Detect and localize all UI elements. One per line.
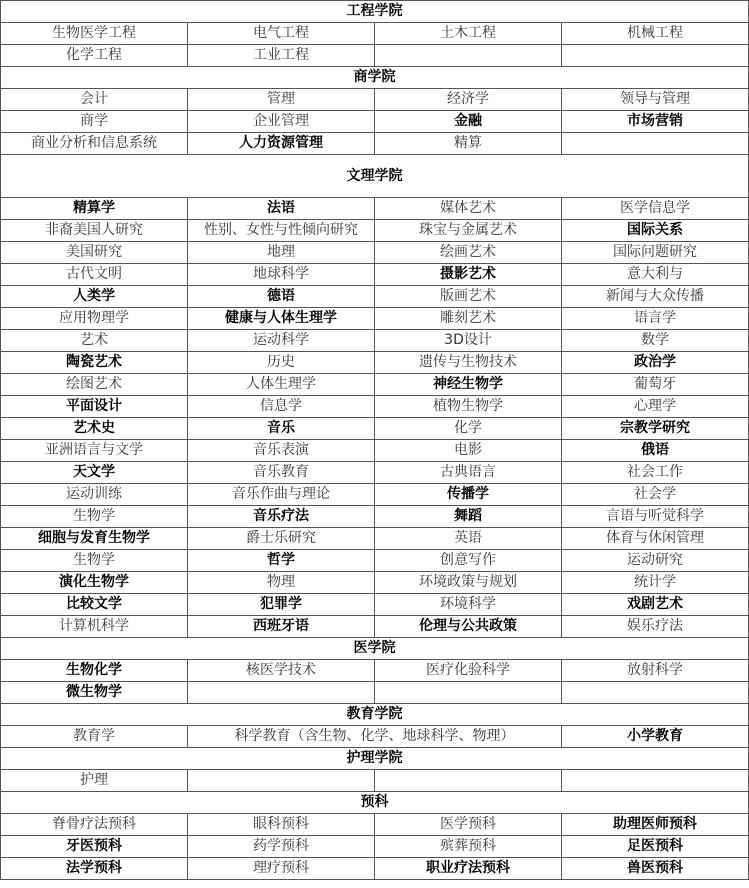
major-cell: 比较文学 <box>1 594 188 616</box>
major-cell: 化学 <box>375 418 562 440</box>
major-cell: 国际问题研究 <box>562 242 749 264</box>
table-row <box>1 814 749 836</box>
major-cell: 舞蹈 <box>375 506 562 528</box>
major-cell: 细胞与发育生物学 <box>1 528 188 550</box>
major-cell: 音乐 <box>188 418 375 440</box>
major-cell: 足医预科 <box>562 836 749 858</box>
major-cell: 企业管理 <box>188 111 375 133</box>
major-cell: 科学教育（含生物、化学、地球科学、物理） <box>188 726 562 748</box>
major-cell: 古代文明 <box>1 264 188 286</box>
major-cell: 健康与人体生理学 <box>188 308 375 330</box>
empty-cell <box>375 45 562 67</box>
major-cell: 西班牙语 <box>188 616 375 638</box>
major-cell: 信息学 <box>188 396 375 418</box>
section-header-row <box>1 704 749 726</box>
major-cell: 生物学 <box>1 550 188 572</box>
major-cell: 植物生物学 <box>375 396 562 418</box>
table-row <box>1 352 749 374</box>
major-cell: 牙医预科 <box>1 836 188 858</box>
table-row <box>1 242 749 264</box>
empty-cell <box>188 770 375 792</box>
major-cell: 性别、女性与性倾向研究 <box>188 220 375 242</box>
major-cell: 精算 <box>375 133 562 155</box>
major-cell: 绘图艺术 <box>1 374 188 396</box>
empty-cell <box>562 770 749 792</box>
major-cell: 土木工程 <box>375 23 562 45</box>
major-cell: 音乐疗法 <box>188 506 375 528</box>
table-row <box>1 572 749 594</box>
major-cell: 护理 <box>1 770 188 792</box>
table-row <box>1 770 749 792</box>
major-cell: 运动研究 <box>562 550 749 572</box>
major-cell: 法语 <box>188 198 375 220</box>
major-cell: 传播学 <box>375 484 562 506</box>
major-cell: 市场营销 <box>562 111 749 133</box>
table-row <box>1 330 749 352</box>
major-cell: 社会工作 <box>562 462 749 484</box>
major-cell: 语言学 <box>562 308 749 330</box>
major-cell: 天文学 <box>1 462 188 484</box>
major-cell: 国际关系 <box>562 220 749 242</box>
major-cell: 德语 <box>188 286 375 308</box>
major-cell: 生物化学 <box>1 660 188 682</box>
major-cell: 电气工程 <box>188 23 375 45</box>
table-row <box>1 89 749 111</box>
major-cell: 医学信息学 <box>562 198 749 220</box>
major-cell: 社会学 <box>562 484 749 506</box>
table-row <box>1 660 749 682</box>
major-cell: 娱乐疗法 <box>562 616 749 638</box>
major-cell: 法学预科 <box>1 858 188 880</box>
major-cell: 戏剧艺术 <box>562 594 749 616</box>
major-cell: 兽医预科 <box>562 858 749 880</box>
major-cell: 犯罪学 <box>188 594 375 616</box>
major-cell: 环境政策与规划 <box>375 572 562 594</box>
table-row <box>1 726 749 748</box>
major-cell: 精算学 <box>1 198 188 220</box>
major-cell: 电影 <box>375 440 562 462</box>
major-cell: 意大利与 <box>562 264 749 286</box>
major-cell: 艺术史 <box>1 418 188 440</box>
major-cell: 职业疗法预科 <box>375 858 562 880</box>
major-cell: 伦理与公共政策 <box>375 616 562 638</box>
major-cell: 言语与听觉科学 <box>562 506 749 528</box>
major-cell: 新闻与大众传播 <box>562 286 749 308</box>
major-cell: 医学预科 <box>375 814 562 836</box>
major-cell: 运动科学 <box>188 330 375 352</box>
section-header-row <box>1 792 749 814</box>
major-cell: 音乐作曲与理论 <box>188 484 375 506</box>
table-row <box>1 198 749 220</box>
major-cell: 运动训练 <box>1 484 188 506</box>
section-title: 教育学院 <box>1 704 749 726</box>
table-row <box>1 111 749 133</box>
section-header-row <box>1 748 749 770</box>
major-cell: 艺术 <box>1 330 188 352</box>
major-cell: 版画艺术 <box>375 286 562 308</box>
major-cell: 摄影艺术 <box>375 264 562 286</box>
major-cell: 媒体艺术 <box>375 198 562 220</box>
major-cell: 历史 <box>188 352 375 374</box>
major-cell: 音乐表演 <box>188 440 375 462</box>
major-cell: 创意写作 <box>375 550 562 572</box>
major-cell: 俄语 <box>562 440 749 462</box>
section-title: 预科 <box>1 792 749 814</box>
major-cell: 理疗预科 <box>188 858 375 880</box>
major-cell: 地球科学 <box>188 264 375 286</box>
major-cell: 经济学 <box>375 89 562 111</box>
major-cell: 英语 <box>375 528 562 550</box>
table-row <box>1 374 749 396</box>
major-cell: 小学教育 <box>562 726 749 748</box>
major-cell: 教育学 <box>1 726 188 748</box>
table-row <box>1 220 749 242</box>
major-cell: 美国研究 <box>1 242 188 264</box>
major-cell: 商学 <box>1 111 188 133</box>
major-cell: 药学预科 <box>188 836 375 858</box>
major-cell: 人体生理学 <box>188 374 375 396</box>
major-cell: 哲学 <box>188 550 375 572</box>
empty-cell <box>562 133 749 155</box>
major-cell: 眼科预科 <box>188 814 375 836</box>
major-cell: 政治学 <box>562 352 749 374</box>
major-cell: 环境科学 <box>375 594 562 616</box>
major-cell: 古典语言 <box>375 462 562 484</box>
major-cell: 核医学技术 <box>188 660 375 682</box>
table-row <box>1 418 749 440</box>
section-title: 医学院 <box>1 638 749 660</box>
major-cell: 体育与休闲管理 <box>562 528 749 550</box>
empty-cell <box>375 682 562 704</box>
table-row <box>1 396 749 418</box>
table-row <box>1 836 749 858</box>
table-row <box>1 440 749 462</box>
major-cell: 微生物学 <box>1 682 188 704</box>
major-cell: 绘画艺术 <box>375 242 562 264</box>
table-row <box>1 858 749 880</box>
major-cell: 计算机科学 <box>1 616 188 638</box>
major-cell: 珠宝与金属艺术 <box>375 220 562 242</box>
major-cell: 商业分析和信息系统 <box>1 133 188 155</box>
section-title: 工程学院 <box>1 1 749 23</box>
major-cell: 爵士乐研究 <box>188 528 375 550</box>
major-cell: 地理 <box>188 242 375 264</box>
major-cell: 管理 <box>188 89 375 111</box>
table-row <box>1 484 749 506</box>
major-cell: 应用物理学 <box>1 308 188 330</box>
major-cell: 物理 <box>188 572 375 594</box>
major-cell: 脊骨疗法预科 <box>1 814 188 836</box>
table-row <box>1 23 749 45</box>
empty-cell <box>562 682 749 704</box>
table-row <box>1 45 749 67</box>
major-cell: 生物医学工程 <box>1 23 188 45</box>
major-cell: 遗传与生物技术 <box>375 352 562 374</box>
table-row <box>1 506 749 528</box>
table-row <box>1 286 749 308</box>
major-cell: 人类学 <box>1 286 188 308</box>
section-title: 护理学院 <box>1 748 749 770</box>
major-cell: 神经生物学 <box>375 374 562 396</box>
major-cell: 葡萄牙 <box>562 374 749 396</box>
major-cell: 生物学 <box>1 506 188 528</box>
major-cell: 殡葬预科 <box>375 836 562 858</box>
major-cell: 陶瓷艺术 <box>1 352 188 374</box>
major-cell: 非裔美国人研究 <box>1 220 188 242</box>
major-cell: 亚洲语言与文学 <box>1 440 188 462</box>
major-cell: 数学 <box>562 330 749 352</box>
major-cell: 领导与管理 <box>562 89 749 111</box>
section-header-row <box>1 67 749 89</box>
table-row <box>1 594 749 616</box>
table-row <box>1 308 749 330</box>
table-row <box>1 528 749 550</box>
major-cell: 3D设计 <box>375 330 562 352</box>
section-header-row <box>1 638 749 660</box>
major-cell: 放射科学 <box>562 660 749 682</box>
major-cell: 机械工程 <box>562 23 749 45</box>
major-cell: 助理医师预科 <box>562 814 749 836</box>
major-cell: 人力资源管理 <box>188 133 375 155</box>
major-cell: 雕刻艺术 <box>375 308 562 330</box>
major-cell: 会计 <box>1 89 188 111</box>
table-row <box>1 550 749 572</box>
major-cell: 医疗化验科学 <box>375 660 562 682</box>
major-cell: 宗教学研究 <box>562 418 749 440</box>
section-title: 商学院 <box>1 67 749 89</box>
empty-cell <box>188 682 375 704</box>
major-cell: 统计学 <box>562 572 749 594</box>
empty-cell <box>375 770 562 792</box>
section-header-row <box>1 155 749 198</box>
empty-cell <box>562 45 749 67</box>
major-cell: 金融 <box>375 111 562 133</box>
major-cell: 音乐教育 <box>188 462 375 484</box>
table-row <box>1 133 749 155</box>
table-row <box>1 682 749 704</box>
table-row <box>1 616 749 638</box>
section-header-row <box>1 1 749 23</box>
major-cell: 平面设计 <box>1 396 188 418</box>
table-row <box>1 264 749 286</box>
table-row <box>1 462 749 484</box>
major-cell: 演化生物学 <box>1 572 188 594</box>
section-title: 文理学院 <box>1 155 749 198</box>
major-cell: 心理学 <box>562 396 749 418</box>
major-cell: 工业工程 <box>188 45 375 67</box>
major-cell: 化学工程 <box>1 45 188 67</box>
